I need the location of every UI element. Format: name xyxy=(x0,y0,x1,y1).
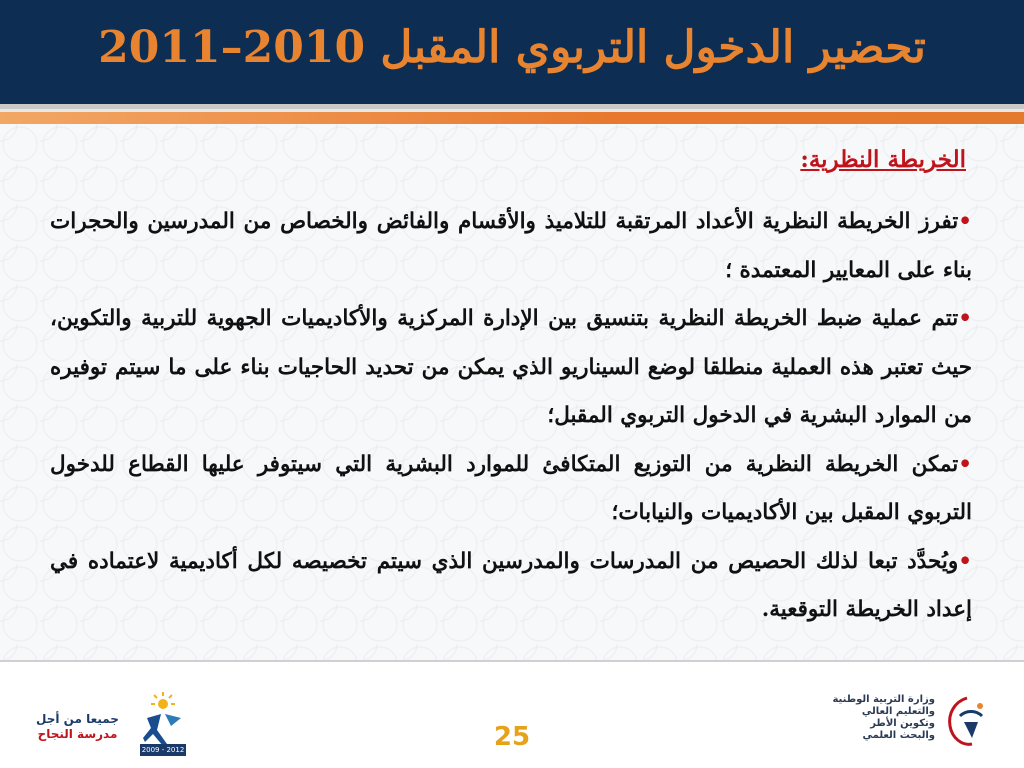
bullet-text: تفرز الخريطة النظرية الأعداد المرتقبة للتلاميذ والأقسام والفائض والخصاص من المدرسين والحجرات بناء على المعايير المعتمدة ؛ xyxy=(50,209,972,283)
ministry-line: وتكوين الأطر xyxy=(870,718,935,729)
bullet-marker: • xyxy=(958,209,972,234)
slogan-logo xyxy=(30,712,125,742)
slogan-line-2: مدرسة النجاح xyxy=(37,727,118,741)
bullet-item xyxy=(50,441,972,538)
bullet-text: تتم عملية ضبط الخريطة النظرية بتنسيق بين الإدارة المركزية والأكاديميات الجهوية للتربية والتكوين، حيث تعتبر هذه العملية منطلقا لوضع السيناريو الذي يمكن من تحديد الحاجيات بناء على ما سيتم توفيره من الموارد البشرية في الدخول التربوي المقبل؛ xyxy=(50,306,972,428)
bullet-item xyxy=(50,295,972,441)
slide-title: تحضير الدخول التربوي المقبل 2010–2011 xyxy=(98,22,926,73)
bullet-text: ويُحدَّد تبعا لذلك الحصيص من المدرسات والمدرسين الذي سيتم تخصيصه لكل أكاديمية لاعتماده في إعداد الخريطة التوقعية. xyxy=(50,548,972,622)
ministry-name xyxy=(765,694,935,742)
bullet-item xyxy=(50,538,972,635)
program-star-logo xyxy=(137,690,189,752)
bullet-marker: • xyxy=(958,306,972,331)
section-heading: الخريطة النظرية: xyxy=(800,146,966,173)
ministry-line: وزارة التربية الوطنية xyxy=(832,694,935,705)
bullet-item xyxy=(50,198,972,295)
ministry-emblem-icon xyxy=(942,694,992,750)
page-number: 25 xyxy=(493,722,531,752)
program-years: 2009 - 2012 xyxy=(141,746,185,754)
ministry-line: والتعليم العالي xyxy=(861,706,935,717)
bullet-marker: • xyxy=(958,548,972,574)
bullet-list xyxy=(50,198,972,635)
accent-band xyxy=(0,112,1024,124)
bullet-marker: • xyxy=(958,451,972,477)
bullet-text: تمكن الخريطة النظرية من التوزيع المتكافئ للموارد البشرية التي سيتوفر عليها القطاع للدخول التربوي المقبل بين الأكاديميات والنيابات؛ xyxy=(50,451,972,525)
slogan-line-1: جميعا من أجل xyxy=(36,712,119,726)
ministry-line: والبحث العلمي xyxy=(862,730,935,741)
